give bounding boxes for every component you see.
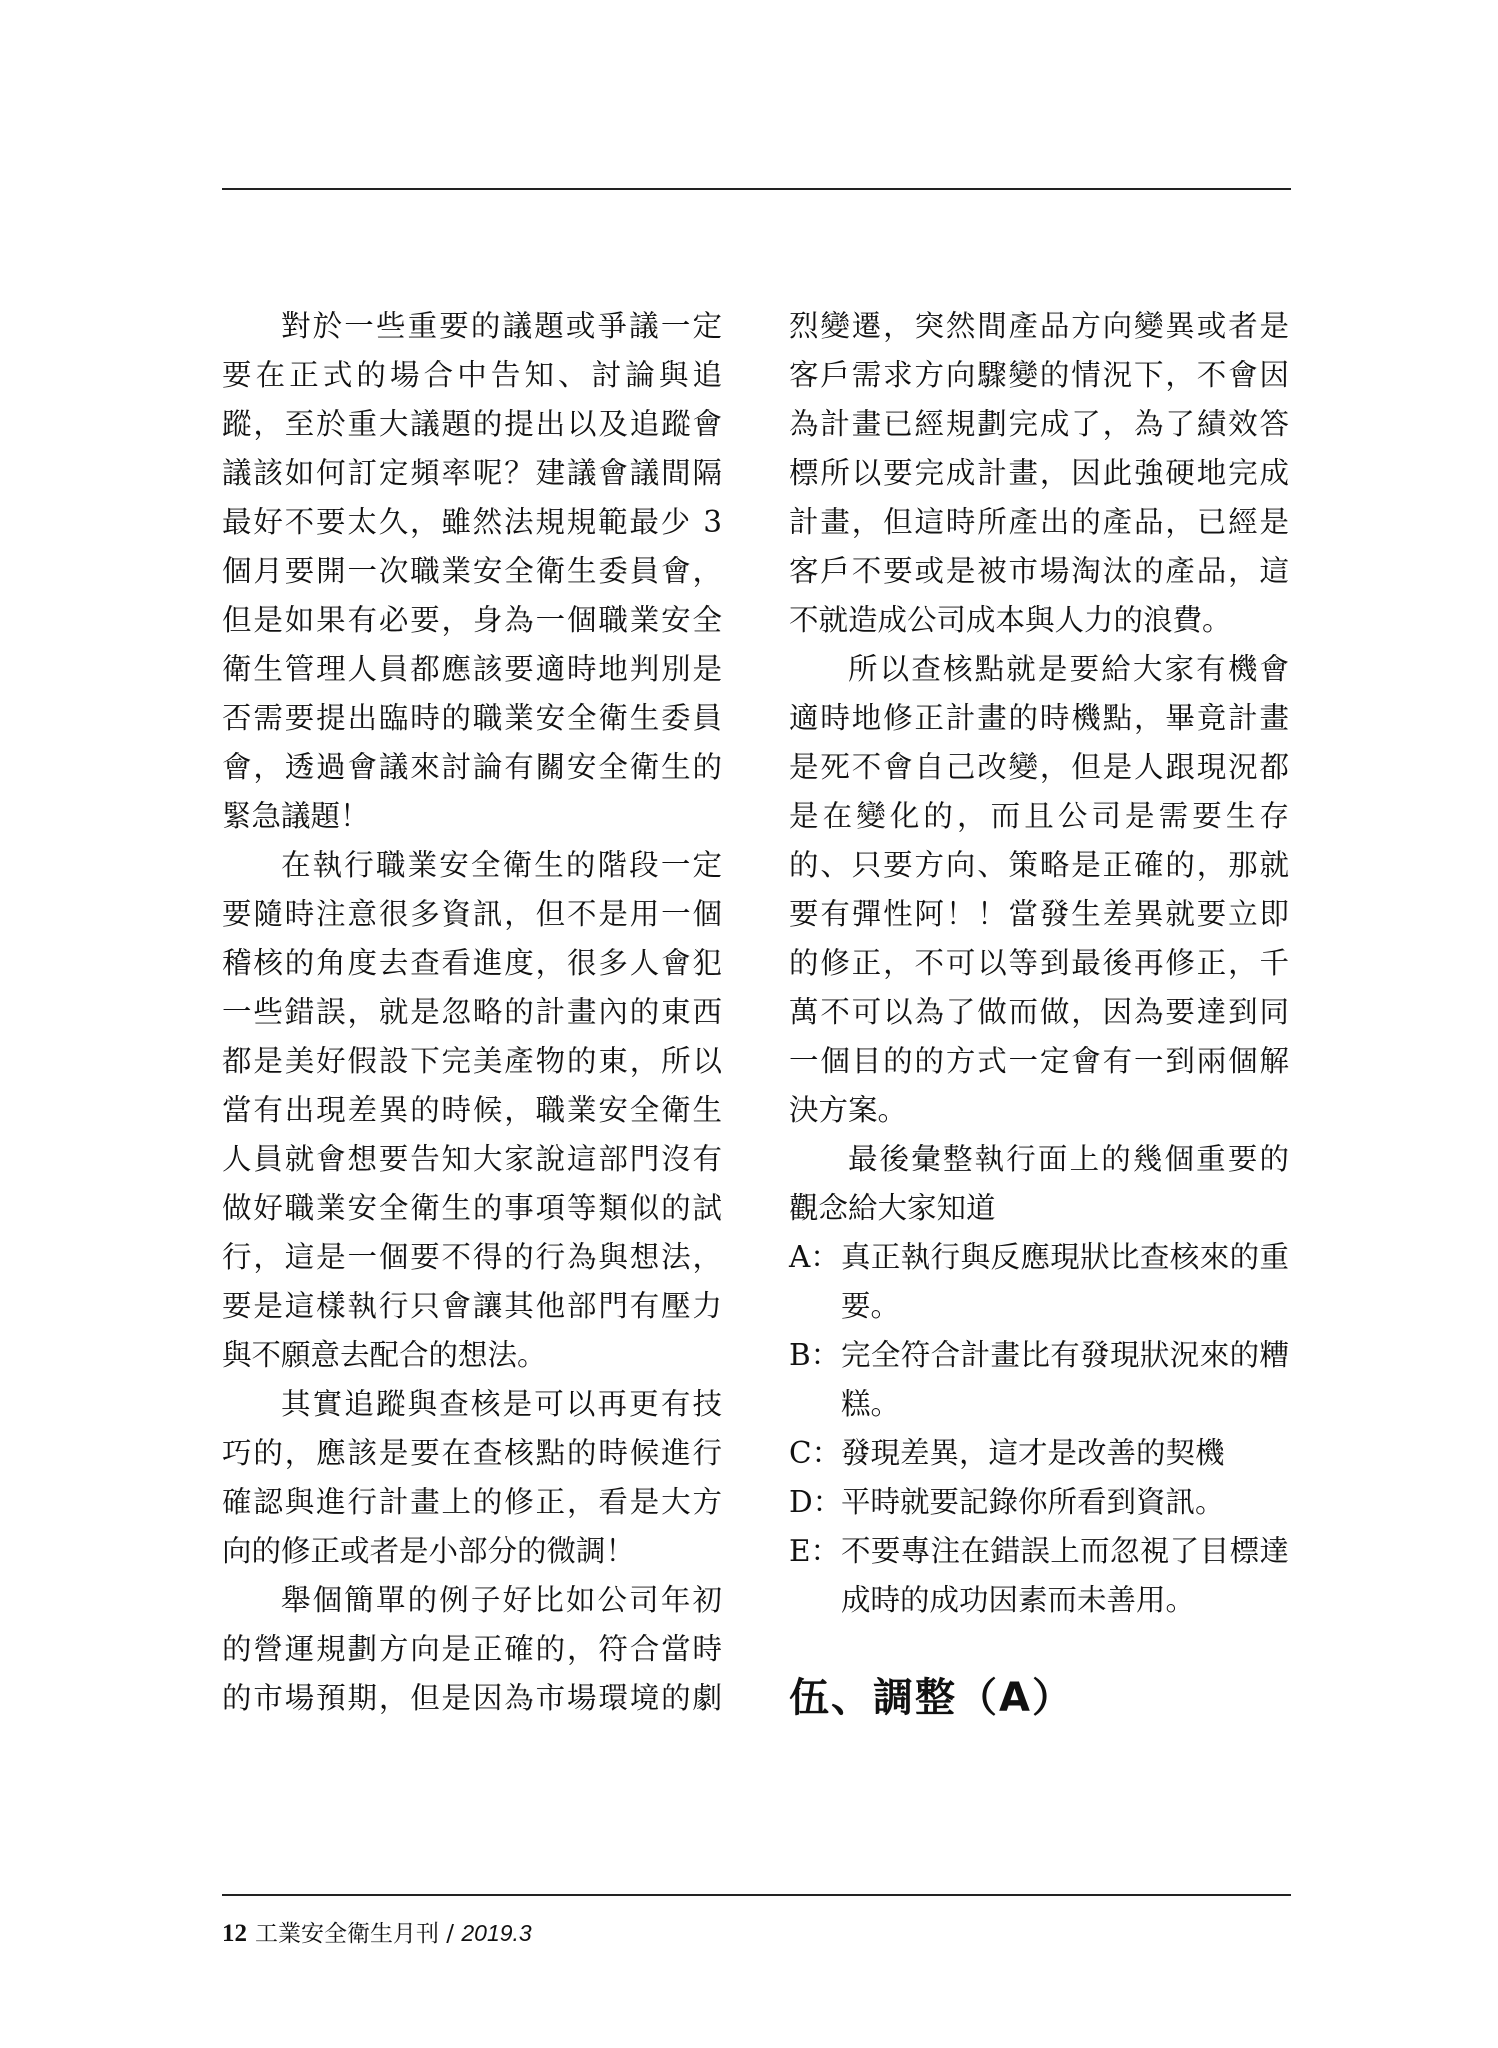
list-item-label: E： — [789, 1534, 841, 1568]
list-item-text: 發現差異，這才是改善的契機 — [841, 1436, 1225, 1470]
list-item — [789, 1527, 1289, 1625]
list-item — [789, 1429, 1289, 1478]
issue-label: 2019.3 — [461, 1920, 532, 1946]
paragraph: 其實追蹤與查核是可以再更有技巧的，應該是要在查核點的時候進行確認與進行計畫上的修正，看是大方向的修正或者是小部分的微調！ — [222, 1387, 722, 1568]
list-item-label: D： — [789, 1485, 843, 1519]
list-item-label: A： — [789, 1240, 840, 1274]
list-item — [789, 1478, 1289, 1527]
paragraph: 在執行職業安全衛生的階段一定要隨時注意很多資訊，但不是用一個稽核的角度去查看進度，很多人會犯一些錯誤，就是忽略的計畫內的東西都是美好假設下完美產物的東，所以當有出現差異的時候，職業安全衛生人員就會想要告知大家說這部門沒有做好職業安全衛生的事項等類似的試行，這是一個要不得的行為與想法，要是這樣執行只會讓其他部門有壓力與不願意去配合的想法。 — [222, 848, 722, 1372]
list-item-label: C： — [789, 1436, 842, 1470]
header-rule — [222, 188, 1291, 190]
list-item-label: B： — [789, 1338, 841, 1372]
right-column — [789, 302, 1289, 1723]
list-item-text: 不要專注在錯誤上而忽視了目標達成時的成功因素而未善用。 — [841, 1534, 1289, 1617]
list-item — [789, 1331, 1289, 1429]
footer-rule — [222, 1894, 1291, 1896]
list-item-text: 平時就要記錄你所看到資訊。 — [841, 1485, 1225, 1519]
paragraph: 所以查核點就是要給大家有機會適時地修正計畫的時機點，畢竟計畫是死不會自己改變，但是人跟現況都是在變化的，而且公司是需要生存的、只要方向、策略是正確的，那就要有彈性阿！！當發生差異就要立即的修正，不可以等到最後再修正，千萬不可以為了做而做，因為要達到同一個目的的方式一定會有一到兩個解決方案。 — [789, 652, 1289, 1127]
left-column — [222, 302, 722, 1723]
list-item-text: 完全符合計畫比有發現狀況來的糟糕。 — [841, 1338, 1289, 1421]
journal-title: 工業安全衛生月刊 / — [255, 1921, 462, 1947]
page-footer — [222, 1918, 532, 1949]
paragraph: 烈變遷，突然間產品方向變異或者是客戶需求方向驟變的情況下，不會因為計畫已經規劃完成了，為了績效答標所以要完成計畫，因此強硬地完成計畫，但這時所產出的產品，已經是客戶不要或是被市場淘汰的產品，這不就造成公司成本與人力的浪費。 — [789, 309, 1289, 637]
list-item-text: 真正執行與反應現狀比查核來的重要。 — [841, 1240, 1289, 1323]
paragraph: 舉個簡單的例子好比如公司年初的營運規劃方向是正確的，符合當時的市場預期，但是因為市場環境的劇 — [222, 1583, 722, 1715]
list-item — [789, 1233, 1289, 1331]
section-heading: 伍、調整（A） — [789, 1675, 1074, 1721]
page-number: 12 — [222, 1920, 247, 1947]
paragraph: 對於一些重要的議題或爭議一定要在正式的場合中告知、討論與追蹤，至於重大議題的提出以及追蹤會議該如何訂定頻率呢？建議會議間隔最好不要太久，雖然法規規範最少 3個月要開一次職業安全衛生委員會，但是如果有必要，身為一個職業安全衛生管理人員都應該要適時地判別是否需要提出臨時的職業安全衛生委員會，透過會議來討論有關安全衛生的緊急議題！ — [222, 309, 722, 833]
paragraph: 最後彙整執行面上的幾個重要的觀念給大家知道 — [789, 1142, 1289, 1225]
